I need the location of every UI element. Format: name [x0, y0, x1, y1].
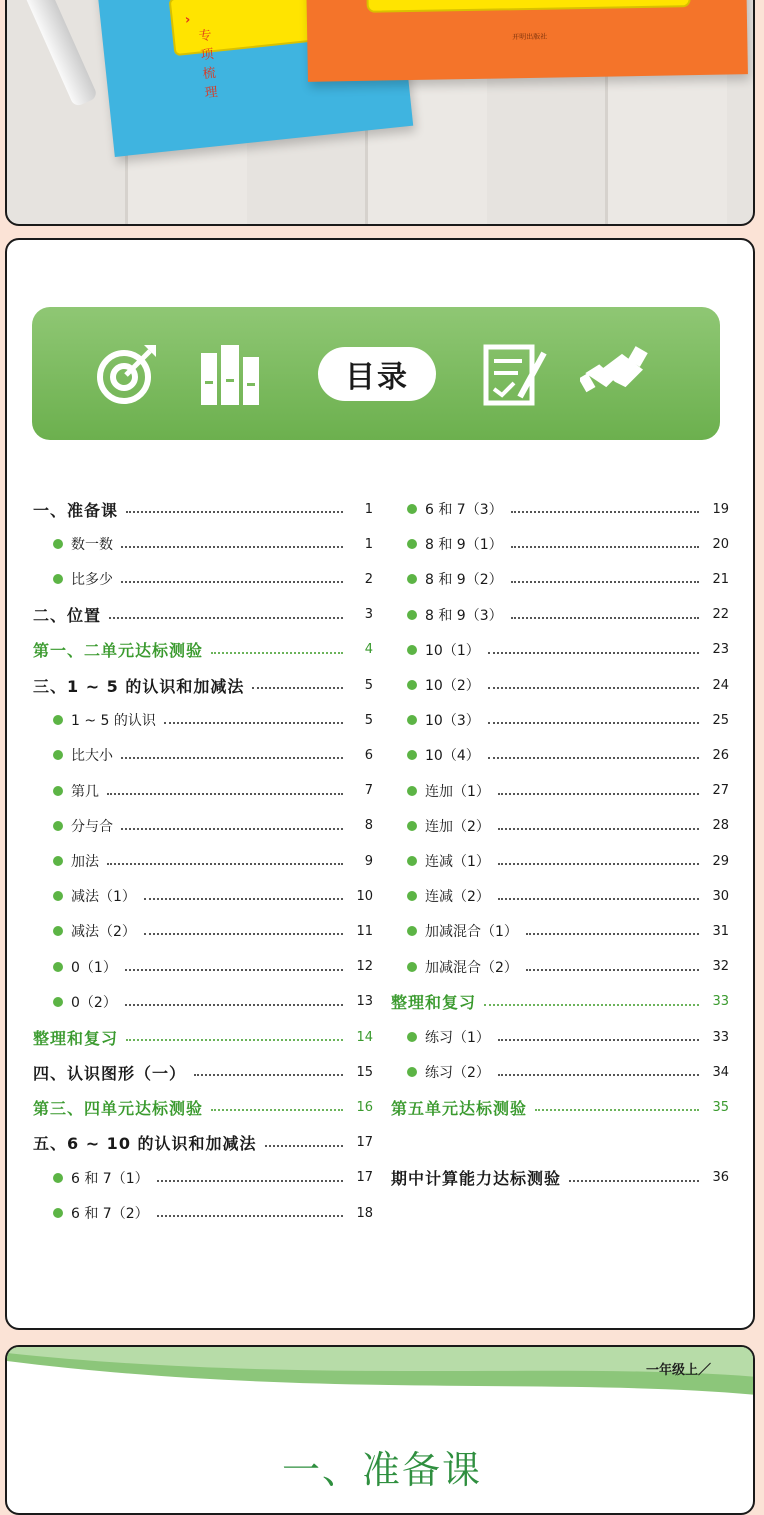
bullet-dot-icon — [53, 539, 63, 549]
bullet-dot-icon — [407, 1067, 417, 1077]
toc-entry — [53, 885, 373, 907]
dot-leader — [498, 863, 699, 865]
toc-entry-label: 6 和 7（1） — [71, 1170, 149, 1187]
toc-entry-label: 10（1） — [425, 642, 480, 659]
toc-entry-label: 1 ~ 5 的认识 — [71, 713, 156, 730]
dot-leader — [194, 1074, 343, 1076]
toc-entry-label: 连加（2） — [425, 818, 490, 835]
bullet-dot-icon — [407, 539, 417, 549]
toc-entry-label: 整理和复习 — [391, 993, 477, 1013]
toc-entry-page: 9 — [364, 853, 373, 869]
toc-entry — [407, 674, 729, 696]
bullet-dot-icon — [53, 1173, 63, 1183]
bullet-dot-icon — [407, 504, 417, 514]
dot-leader — [121, 828, 343, 830]
bullet-dot-icon — [53, 926, 63, 936]
bullet-dot-icon — [53, 1208, 63, 1218]
bullet-dot-icon — [407, 610, 417, 620]
toc-entry — [407, 744, 729, 766]
toc-entry-page: 33 — [712, 994, 729, 1010]
dot-leader — [125, 969, 343, 971]
toc-entry-label: 第一、二单元达标测验 — [33, 641, 204, 661]
bullet-dot-icon — [53, 997, 63, 1007]
bullet-dot-icon — [53, 856, 63, 866]
toc-entry — [33, 1026, 373, 1048]
toc-entry-page: 15 — [356, 1064, 373, 1080]
toc-entry-label: 减法（2） — [71, 924, 136, 941]
toc-entry-page: 32 — [712, 959, 729, 975]
dot-leader — [144, 898, 343, 900]
toc-entry-page: 7 — [364, 783, 373, 799]
orange-workbook-cover — [306, 0, 748, 82]
dot-leader — [211, 1109, 343, 1111]
bullet-dot-icon — [53, 821, 63, 831]
toc-entry — [53, 991, 373, 1013]
toc-entry-label: 10（4） — [425, 748, 480, 765]
bullet-dot-icon — [407, 856, 417, 866]
toc-entry — [407, 815, 729, 837]
dot-leader — [126, 1039, 343, 1041]
bullet-dot-icon — [407, 680, 417, 690]
toc-entry-page: 29 — [712, 853, 729, 869]
toc-entry-label: 加减混合（2） — [425, 959, 518, 976]
toc-entry-page: 33 — [712, 1029, 729, 1045]
toc-entry-label: 加减混合（1） — [425, 924, 518, 941]
toc-entry-label: 加法 — [71, 854, 99, 870]
toc-entry-page: 2 — [364, 571, 373, 587]
toc-entry-label: 练习（1） — [425, 1030, 490, 1046]
dot-leader — [511, 511, 699, 513]
dot-leader — [121, 581, 343, 583]
bullet-dot-icon — [53, 962, 63, 972]
dot-leader — [498, 898, 699, 900]
dot-leader — [484, 1004, 699, 1006]
dot-leader — [109, 617, 343, 619]
dot-leader — [121, 757, 343, 759]
toc-entry-label: 五、6 ~ 10 的认识和加减法 — [33, 1134, 257, 1154]
toc-entry-label: 6 和 7（3） — [425, 502, 503, 518]
toc-entry-page: 25 — [712, 712, 729, 728]
dot-leader — [164, 722, 343, 724]
toc-entry — [391, 1167, 729, 1189]
toc-entry-label: 第三、四单元达标测验 — [33, 1098, 204, 1118]
toc-entry — [407, 568, 729, 590]
toc-entry — [391, 991, 729, 1013]
dot-leader — [121, 546, 343, 548]
bullet-dot-icon — [407, 962, 417, 972]
toc-entry — [53, 533, 373, 555]
toc-entry-label: 一、准备课 — [33, 500, 119, 520]
dot-leader — [498, 793, 699, 795]
toc-entry-label: 二、位置 — [33, 606, 102, 626]
toc-entry-page: 34 — [712, 1064, 729, 1080]
toc-entry — [53, 850, 373, 872]
toc-title: 目录 — [318, 347, 436, 401]
toc-entry-page: 17 — [356, 1135, 373, 1151]
pen-image — [22, 0, 99, 108]
chapter-panel — [5, 1345, 755, 1515]
toc-entry-label: 0（2） — [71, 994, 117, 1011]
toc-entry-label: 连减（1） — [425, 854, 490, 870]
toc-entry-page: 20 — [712, 536, 729, 552]
checklist-icon — [480, 339, 550, 409]
toc-entry-label: 整理和复习 — [33, 1028, 119, 1048]
toc-entry-page: 17 — [356, 1170, 373, 1186]
bullet-dot-icon — [407, 715, 417, 725]
dot-leader — [511, 546, 699, 548]
toc-entry — [407, 604, 729, 626]
bullet-dot-icon — [407, 891, 417, 901]
book-tag: › 专项梳理 — [169, 0, 328, 56]
toc-entry-page: 18 — [356, 1205, 373, 1221]
toc-entry — [407, 709, 729, 731]
toc-entry — [391, 1096, 729, 1118]
bullet-dot-icon — [407, 786, 417, 796]
toc-entry-page: 35 — [712, 1099, 729, 1115]
grade-label: 一年级上／ — [645, 1363, 711, 1378]
dot-leader — [498, 1039, 699, 1041]
dot-leader — [144, 933, 343, 935]
dot-leader — [265, 1145, 343, 1147]
toc-entry-page: 21 — [712, 571, 729, 587]
toc-entry — [53, 1202, 373, 1224]
bullet-dot-icon — [407, 750, 417, 760]
toc-entry — [33, 1096, 373, 1118]
toc-entry-page: 26 — [712, 747, 729, 763]
toc-entry — [407, 498, 729, 520]
toc-entry-page: 1 — [364, 536, 373, 552]
books-icon — [197, 339, 267, 409]
toc-entry-label: 数一数 — [71, 537, 113, 554]
target-icon — [92, 339, 162, 409]
toc-entry-label: 减法（1） — [71, 889, 136, 906]
dot-leader — [157, 1180, 343, 1182]
toc-entry — [53, 920, 373, 942]
bullet-dot-icon — [53, 891, 63, 901]
toc-entry-label: 期中计算能力达标测验 — [391, 1169, 562, 1189]
toc-entry-label: 10（2） — [425, 678, 480, 694]
toc-entry — [53, 744, 373, 766]
toc-entry — [407, 780, 729, 802]
dot-leader — [498, 1074, 699, 1076]
toc-entry — [33, 639, 373, 661]
bullet-dot-icon — [407, 926, 417, 936]
toc-entry-label: 8 和 9（3） — [425, 607, 503, 624]
dot-leader — [526, 969, 699, 971]
toc-entry — [33, 498, 373, 520]
toc-banner — [32, 307, 720, 440]
dot-leader — [526, 933, 699, 935]
toc-entry-label: 四、认识图形（一） — [33, 1063, 187, 1083]
toc-entry — [53, 956, 373, 978]
toc-entry — [407, 533, 729, 555]
toc-entry-page: 6 — [364, 747, 373, 763]
toc-entry-label: 连减（2） — [425, 889, 490, 906]
toc-entry-page: 5 — [364, 677, 373, 693]
chapter-title: 一、准备课 — [281, 1448, 482, 1492]
toc-entry-page: 8 — [364, 818, 373, 834]
toc-entry-label: 10（3） — [425, 713, 480, 730]
header-wave — [7, 1347, 755, 1407]
dot-leader — [535, 1109, 699, 1111]
toc-entry-page: 1 — [364, 501, 373, 517]
dot-leader — [488, 722, 699, 724]
bullet-dot-icon — [407, 821, 417, 831]
toc-entry — [53, 568, 373, 590]
toc-entry-page: 12 — [356, 959, 373, 975]
bullet-dot-icon — [53, 786, 63, 796]
publisher-label: 开明出版社 — [512, 32, 548, 42]
toc-entry — [53, 709, 373, 731]
dot-leader — [126, 511, 343, 513]
toc-entry — [53, 780, 373, 802]
dot-leader — [211, 652, 343, 654]
toc-entry-label: 三、1 ~ 5 的认识和加减法 — [33, 676, 245, 696]
toc-entry-page: 11 — [356, 923, 373, 939]
dot-leader — [511, 617, 699, 619]
bullet-dot-icon — [53, 715, 63, 725]
dot-leader — [498, 828, 699, 830]
toc-entry-page: 5 — [364, 712, 373, 728]
toc-entry-page: 36 — [712, 1170, 729, 1186]
toc-entry — [407, 1061, 729, 1083]
toc-entry — [33, 604, 373, 626]
toc-entry-label: 比大小 — [71, 748, 113, 765]
toc-entry-label: 0（1） — [71, 959, 117, 976]
dot-leader — [157, 1215, 343, 1217]
dot-leader — [488, 652, 699, 654]
dot-leader — [488, 757, 699, 759]
toc-entry-page: 28 — [712, 818, 729, 834]
dot-leader — [125, 1004, 343, 1006]
toc-entry-page: 14 — [356, 1029, 373, 1045]
toc-entry-page: 23 — [712, 642, 729, 658]
toc-entry-label: 比多少 — [71, 572, 113, 589]
toc-entry-page: 27 — [712, 783, 729, 799]
toc-entry-page: 19 — [712, 501, 729, 517]
toc-entry-label: 分与合 — [71, 818, 113, 835]
bullet-dot-icon — [53, 750, 63, 760]
bullet-dot-icon — [407, 645, 417, 655]
toc-entry-page: 30 — [712, 888, 729, 904]
toc-entry-page: 10 — [356, 888, 373, 904]
toc-entry — [407, 956, 729, 978]
toc-entry — [53, 815, 373, 837]
toc-entry — [407, 920, 729, 942]
toc-entry — [53, 1167, 373, 1189]
toc-entry-page: 16 — [356, 1099, 373, 1115]
book-title-bar — [366, 0, 691, 13]
toc-entry — [33, 1132, 373, 1154]
toc-entry — [33, 674, 373, 696]
toc-entry-page: 31 — [712, 923, 729, 939]
toc-entry-page: 22 — [712, 607, 729, 623]
bullet-dot-icon — [407, 574, 417, 584]
bullet-dot-icon — [407, 1032, 417, 1042]
handshake-icon — [580, 339, 650, 409]
toc-entry-page: 13 — [356, 994, 373, 1010]
toc-entry-label: 练习（2） — [425, 1065, 490, 1082]
toc-entry-page: 4 — [364, 642, 373, 658]
toc-entry-label: 第五单元达标测验 — [391, 1098, 528, 1118]
toc-panel — [5, 238, 755, 1330]
dot-leader — [107, 793, 343, 795]
toc-entry — [33, 1061, 373, 1083]
toc-entry — [407, 885, 729, 907]
dot-leader — [488, 687, 699, 689]
bullet-dot-icon — [53, 574, 63, 584]
dot-leader — [107, 863, 343, 865]
toc-entry-label: 6 和 7（2） — [71, 1206, 149, 1222]
toc-entry-label: 8 和 9（1） — [425, 537, 503, 554]
toc-entry-label: 连加（1） — [425, 783, 490, 800]
dot-leader — [511, 581, 699, 583]
toc-entry — [407, 850, 729, 872]
dot-leader — [569, 1180, 699, 1182]
toc-entry-label: 8 和 9（2） — [425, 572, 503, 589]
toc-entry — [407, 639, 729, 661]
dot-leader — [252, 687, 343, 689]
toc-entry-page: 24 — [712, 677, 729, 693]
toc-entry-label: 第几 — [71, 783, 99, 800]
product-photo-panel — [5, 0, 755, 226]
book-tag-label: 专项梳理 — [198, 28, 219, 102]
toc-entry — [407, 1026, 729, 1048]
toc-entry-page: 3 — [364, 607, 373, 623]
